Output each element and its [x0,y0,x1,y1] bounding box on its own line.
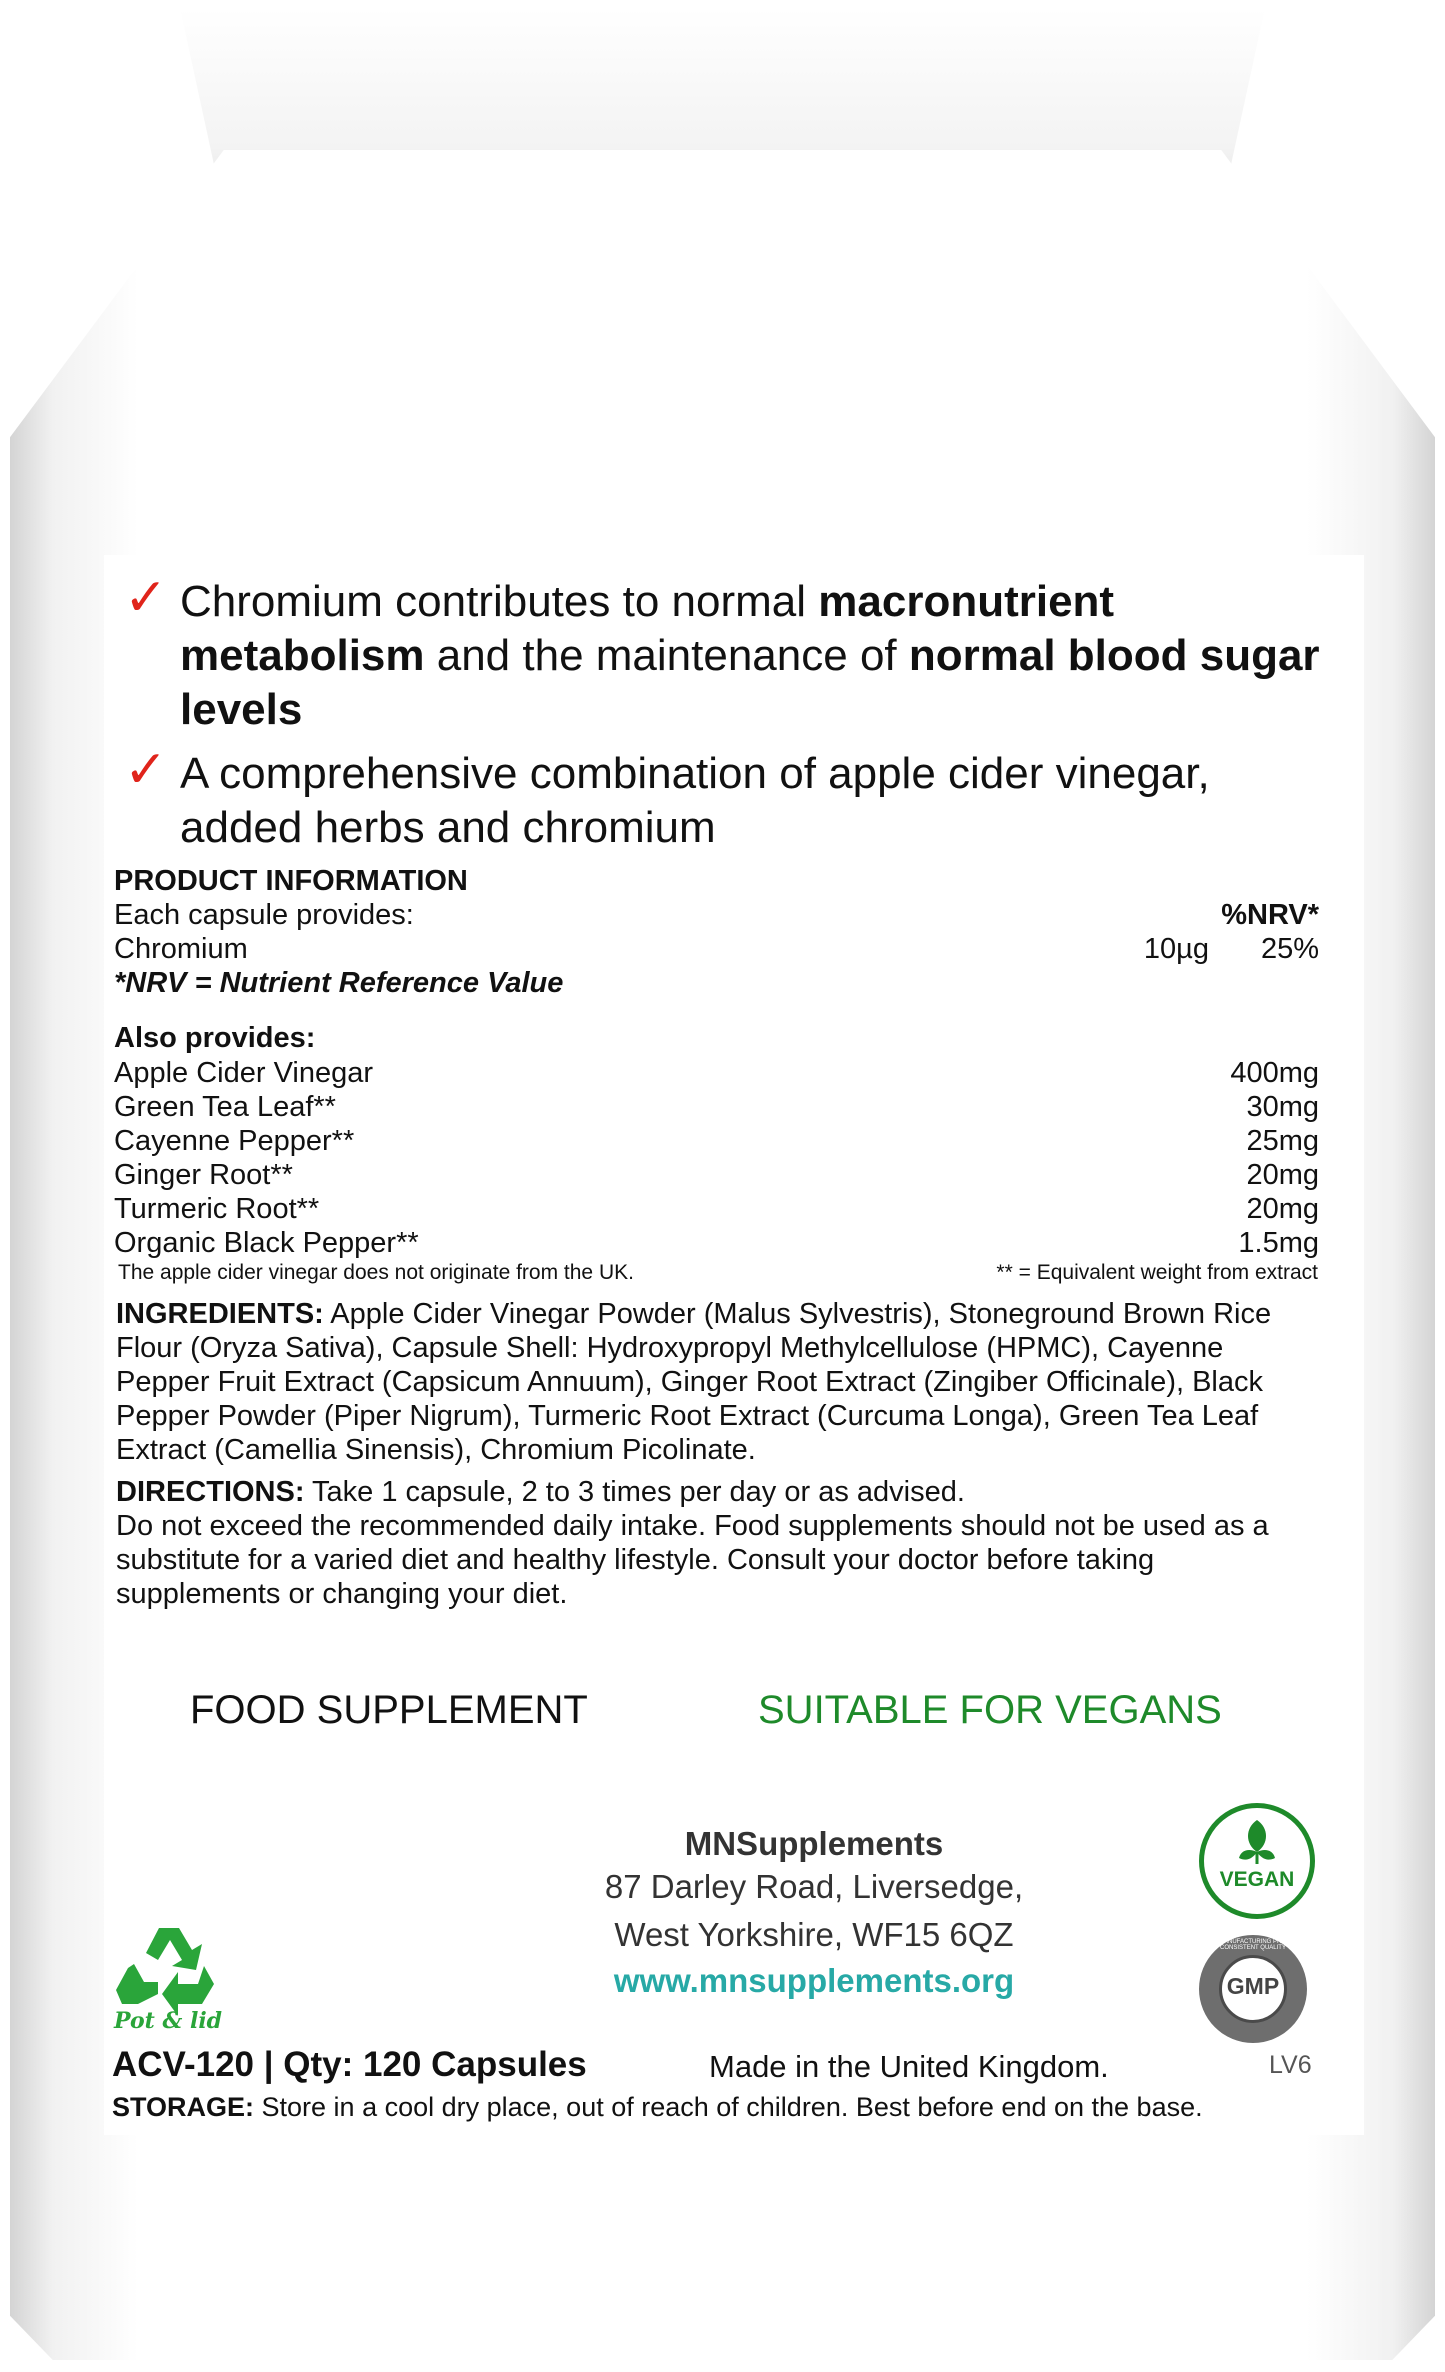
recycle-icon [114,1920,224,2034]
directions-paragraph: DIRECTIONS: Take 1 capsule, 2 to 3 times per day or as advised. Do not exceed the recommended daily intake. Food supplements should not be used as a substitute for a varied diet and healthy lifestyle. Consult your doctor before taking supplements or changing your diet. [116,1476,1269,1610]
ingredient-row: Cayenne Pepper** 25mg [114,1125,1319,1157]
ingredient-row: Organic Black Pepper** 1.5mg [114,1227,1319,1259]
storage-text: STORAGE: Store in a cool dry place, out of reach of children. Best before end on the base. [112,2092,1203,2122]
checkmark-icon: ✓ [124,569,168,627]
each-capsule-row: Each capsule provides: %NRV* [114,899,1319,931]
gmp-ring-text: GOOD MANUFACTURING PRACTICE · CONSISTENT QUALITY [1199,1939,1308,1951]
checkmark-icon: ✓ [124,741,168,799]
ingredient-row: Apple Cider Vinegar 400mg [114,1057,1319,1089]
ingredient-row: Green Tea Leaf** 30mg [114,1091,1319,1123]
gmp-badge [1199,1935,1307,2043]
product-code: ACV-120 | Qty: 120 Capsules [112,2045,587,2084]
also-provides-title: Also provides: [114,1022,316,1054]
recycle-text: Pot & lid [114,2008,223,2034]
company-name: MNSupplements [684,1825,944,1862]
gmp-text: GMP [1226,1973,1280,1999]
company-website: www.mnsupplements.org [613,1962,1015,1999]
nrv-header: %NRV* [1221,899,1319,931]
claim-2: ✓ A comprehensive combination of apple cider vinegar, added herbs and chromium [124,747,1330,855]
claim-1: ✓ Chromium contributes to normal macronutrient metabolism and the maintenance of normal blood sugar levels [124,575,1330,737]
lot-code: LV6 [1269,2051,1312,2079]
suitable-vegans-label: SUITABLE FOR VEGANS [758,1688,1222,1732]
ingredient-row: Turmeric Root** 20mg [114,1193,1319,1225]
food-supplement-label: FOOD SUPPLEMENT [190,1688,588,1732]
made-in: Made in the United Kingdom. [709,2049,1109,2084]
chromium-row: Chromium 10µg 25% [114,933,1319,965]
ingredient-row: Ginger Root** 20mg [114,1159,1319,1191]
product-label [104,555,1364,2135]
extract-note: The apple cider vinegar does not originate from the UK. ** = Equivalent weight from extract [118,1261,1318,1284]
company-address-2: West Yorkshire, WF15 6QZ [614,1916,1014,1953]
vegan-badge: VEGAN [1199,1803,1315,1919]
ingredients-paragraph: INGREDIENTS: Apple Cider Vinegar Powder (Malus Sylvestris), Stoneground Brown Rice Flour (Oryza Sativa), Capsule Shell: Hydroxypropyl Methylcellulose (HPMC), Cayenne Pepper Fruit Extract (Capsicum Annuum), Ginger Root Extract (Zingiber Officinale), Black Pepper Powder (Piper Nigrum), Turmeric Root Extract (Curcuma Longa), Green Tea Leaf Extract (Camellia Sinensis), Chromium Picolinate. [116,1298,1272,1466]
product-info-title: PRODUCT INFORMATION [114,865,468,897]
leaf-icon [1237,1818,1277,1864]
nrv-note: *NRV = Nutrient Reference Value [114,967,564,999]
company-address-1: 87 Darley Road, Liversedge, [604,1868,1024,1905]
